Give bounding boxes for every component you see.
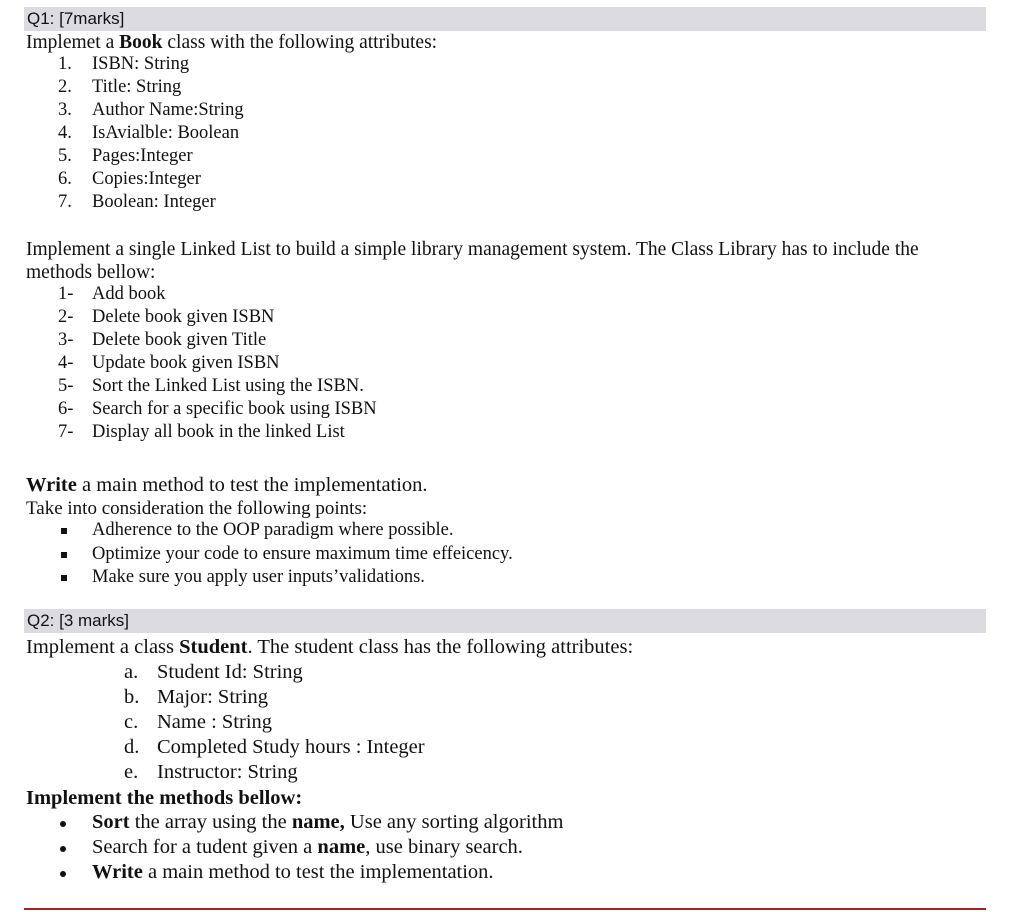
bullet-icon — [60, 821, 66, 827]
q1-method-list — [58, 284, 558, 445]
bullet-icon — [61, 552, 67, 558]
q1-write-line: Write a main method to test the implementation. — [26, 474, 428, 496]
list-item: Sort the array using the name, Use any sorting algorithm — [58, 811, 658, 836]
list-item: 6. Copies:Integer — [58, 169, 201, 189]
list-item: b. Major: String — [124, 686, 269, 708]
list-item: a. Student Id: String — [124, 661, 303, 683]
q1-header: Q1: [7marks] — [24, 7, 986, 31]
bullet-icon — [61, 528, 67, 534]
q1-attribute-list — [58, 54, 458, 215]
list-item: 1- Add book — [58, 284, 166, 304]
bullet-icon — [60, 846, 66, 852]
q2-methods-heading: Implement the methods bellow: — [26, 787, 303, 809]
list-item: 2. Title: String — [58, 77, 182, 97]
q1-linked-list-line2: methods bellow: — [26, 262, 156, 283]
q2-bullet-list — [58, 811, 658, 886]
list-item: Write a main method to test the implementation. — [58, 861, 658, 886]
list-item: 7. Boolean: Integer — [58, 192, 216, 212]
list-item: c. Name : String — [124, 711, 273, 733]
bottom-divider — [24, 908, 986, 910]
list-item: 4. IsAvialble: Boolean — [58, 123, 240, 143]
list-item: 2- Delete book given ISBN — [58, 307, 275, 327]
list-item: 4- Update book given ISBN — [58, 353, 280, 373]
list-item: 3. Author Name:String — [58, 100, 244, 120]
q2-header: Q2: [3 marks] — [24, 609, 986, 633]
list-item: Adherence to the OOP paradigm where possible. — [58, 520, 658, 544]
q2-intro: Implement a class Student. The student class has the following attributes: — [26, 636, 634, 658]
list-item: Make sure you apply user inputs’validations. — [58, 567, 658, 591]
list-item: Search for a tudent given a name, use binary search. — [58, 836, 658, 861]
list-item: Optimize your code to ensure maximum time effeicency. — [58, 544, 658, 568]
list-item: 5- Sort the Linked List using the ISBN. — [58, 376, 364, 396]
bullet-icon — [60, 871, 66, 877]
list-item: 3- Delete book given Title — [58, 330, 267, 350]
q1-linked-list-line1: Implement a single Linked List to build a simple library management system. The Class Library has to include the — [26, 239, 919, 260]
list-item: 6- Search for a specific book using ISBN — [58, 399, 377, 419]
q2-attribute-list — [124, 661, 624, 786]
list-item: 7- Display all book in the linked List — [58, 422, 345, 442]
q1-intro: Implemet a Book class with the following attributes: — [26, 32, 438, 53]
q1-consider-line: Take into consideration the following points: — [26, 498, 368, 519]
list-item: e. Instructor: String — [124, 761, 298, 783]
list-item: 1. ISBN: String — [58, 54, 190, 74]
list-item: 5. Pages:Integer — [58, 146, 193, 166]
list-item: d. Completed Study hours : Integer — [124, 736, 425, 758]
q1-points-list — [58, 520, 658, 591]
bullet-icon — [61, 575, 67, 581]
